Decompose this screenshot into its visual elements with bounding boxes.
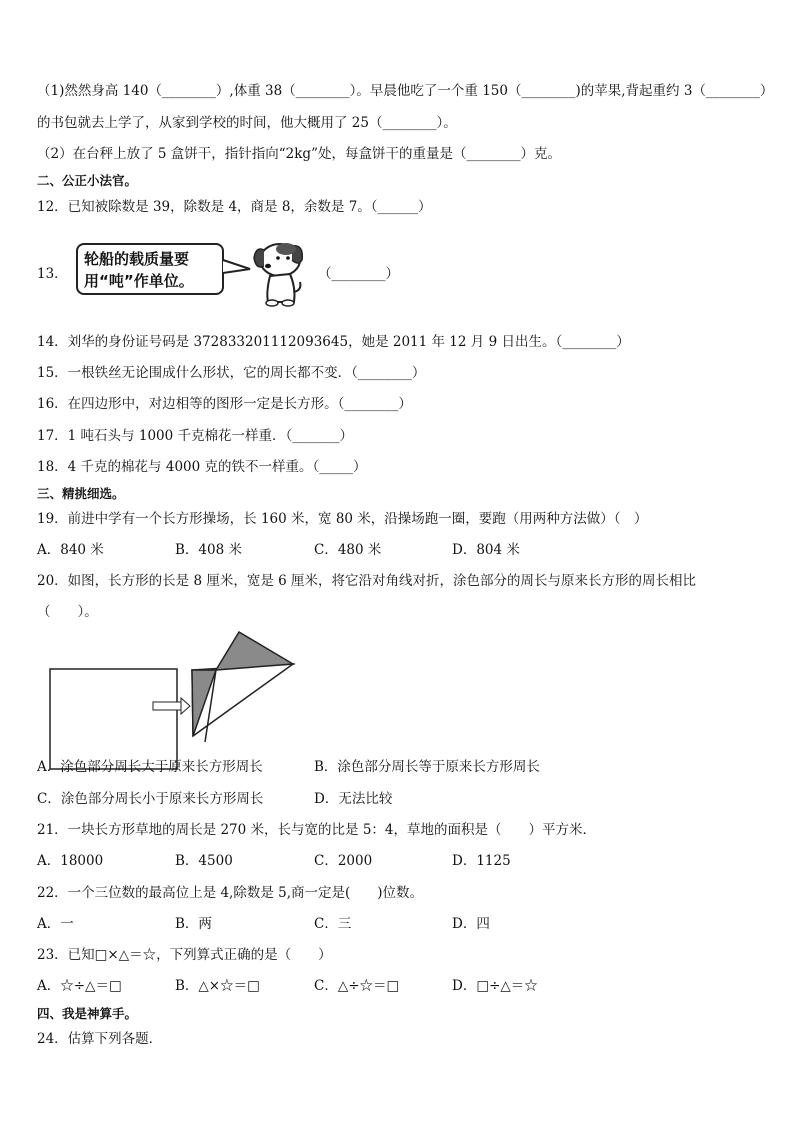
q21: 21．一块长方形草地的周长是 270 米，长与宽的比是 5：4，草地的面积是（ ）平方米． [37, 822, 596, 838]
q16: 16．在四边形中，对边相等的图形一定是长方形。（________） [37, 396, 412, 412]
q22-option-c: C．三 [314, 916, 352, 932]
q11-line2: 的书包就去上学了，从家到学校的时间，他大概用了 25（________）。 [37, 115, 457, 131]
q19-option-c: C．480 米 [314, 542, 382, 558]
q13-number: 13． [37, 266, 68, 282]
q20-line2: （ ）。 [37, 604, 98, 620]
q13-answer-blank: （________） [318, 266, 399, 282]
q20-option-a: A．涂色部分周长大于原来长方形周长 [37, 759, 263, 775]
q12: 12．已知被除数是 39，除数是 4，商是 8，余数是 7。（______） [37, 199, 432, 215]
q11-line3: （2）在台秤上放了 5 盒饼干，指针指向“2kg”处，每盒饼干的重量是（________）克。 [37, 146, 561, 162]
q15: 15．一根铁丝无论围成什么形状，它的周长都不变．（________） [37, 365, 426, 381]
q20-option-c: C．涂色部分周长小于原来长方形周长 [37, 791, 264, 807]
q21-option-b: B．4500 [175, 853, 233, 869]
q20-option-b: B．涂色部分周长等于原来长方形周长 [314, 759, 540, 775]
q17: 17．1 吨石头与 1000 千克棉花一样重．（_______） [37, 428, 353, 444]
q21-option-c: C．2000 [314, 853, 373, 869]
q19-option-a: A．840 米 [37, 542, 104, 558]
q22-option-d: D．四 [452, 916, 490, 932]
section-2-heading: 二、公正小法官。 [37, 173, 138, 188]
q21-option-d: D．1125 [452, 853, 511, 869]
q14: 14．刘华的身份证号码是 372833201112093645，她是 2011 年 12 月 9 日出生。（________） [37, 334, 630, 350]
dog-icon [250, 240, 306, 308]
q23-option-a: A．☆÷△＝□ [37, 978, 122, 994]
q24: 24．估算下列各题． [37, 1031, 163, 1047]
section-4-heading: 四、我是神算手。 [37, 1006, 138, 1021]
q18: 18．4 千克的棉花与 4000 克的铁不一样重。（_____） [37, 459, 367, 475]
q23-option-d: D．□÷△＝☆ [452, 978, 538, 994]
q20-figure [45, 632, 345, 752]
q23-option-c: C．△÷☆＝□ [314, 978, 400, 994]
q21-option-a: A．18000 [37, 853, 104, 869]
shaded-top-triangle [216, 632, 293, 670]
original-rectangle [50, 669, 177, 769]
q20-option-d: D．无法比较 [314, 791, 393, 807]
q19-option-d: D．804 米 [452, 542, 520, 558]
q22-option-a: A．一 [37, 916, 74, 932]
q23-option-b: B．△×☆＝□ [175, 978, 260, 994]
q23: 23．已知□×△＝☆，下列算式正确的是（ ） [37, 947, 332, 963]
q11-line1: （1)然然身高 140（________）,体重 38（________）。早晨他吃了一个重 150（________)的苹果,背起重约 3（________） [37, 83, 774, 99]
q13-speech-bubble: 轮船的载质量要用“吨”作单位。 [76, 243, 224, 295]
q19-option-b: B．408 米 [175, 542, 242, 558]
q19: 19．前进中学有一个长方形操场，长 160 米，宽 80 米，沿操场跑一圈，要跑（用两种方法做）（ ） [37, 511, 648, 527]
q20-line1: 20．如图，长方形的长是 8 厘米，宽是 6 厘米，将它沿对角线对折，涂色部分的周长与原来长方形的周长相比 [37, 573, 697, 589]
q22: 22．一个三位数的最高位上是 4,除数是 5,商一定是( )位数。 [37, 885, 424, 901]
q22-option-b: B．两 [175, 916, 212, 932]
section-3-heading: 三、精挑细选。 [37, 486, 125, 501]
